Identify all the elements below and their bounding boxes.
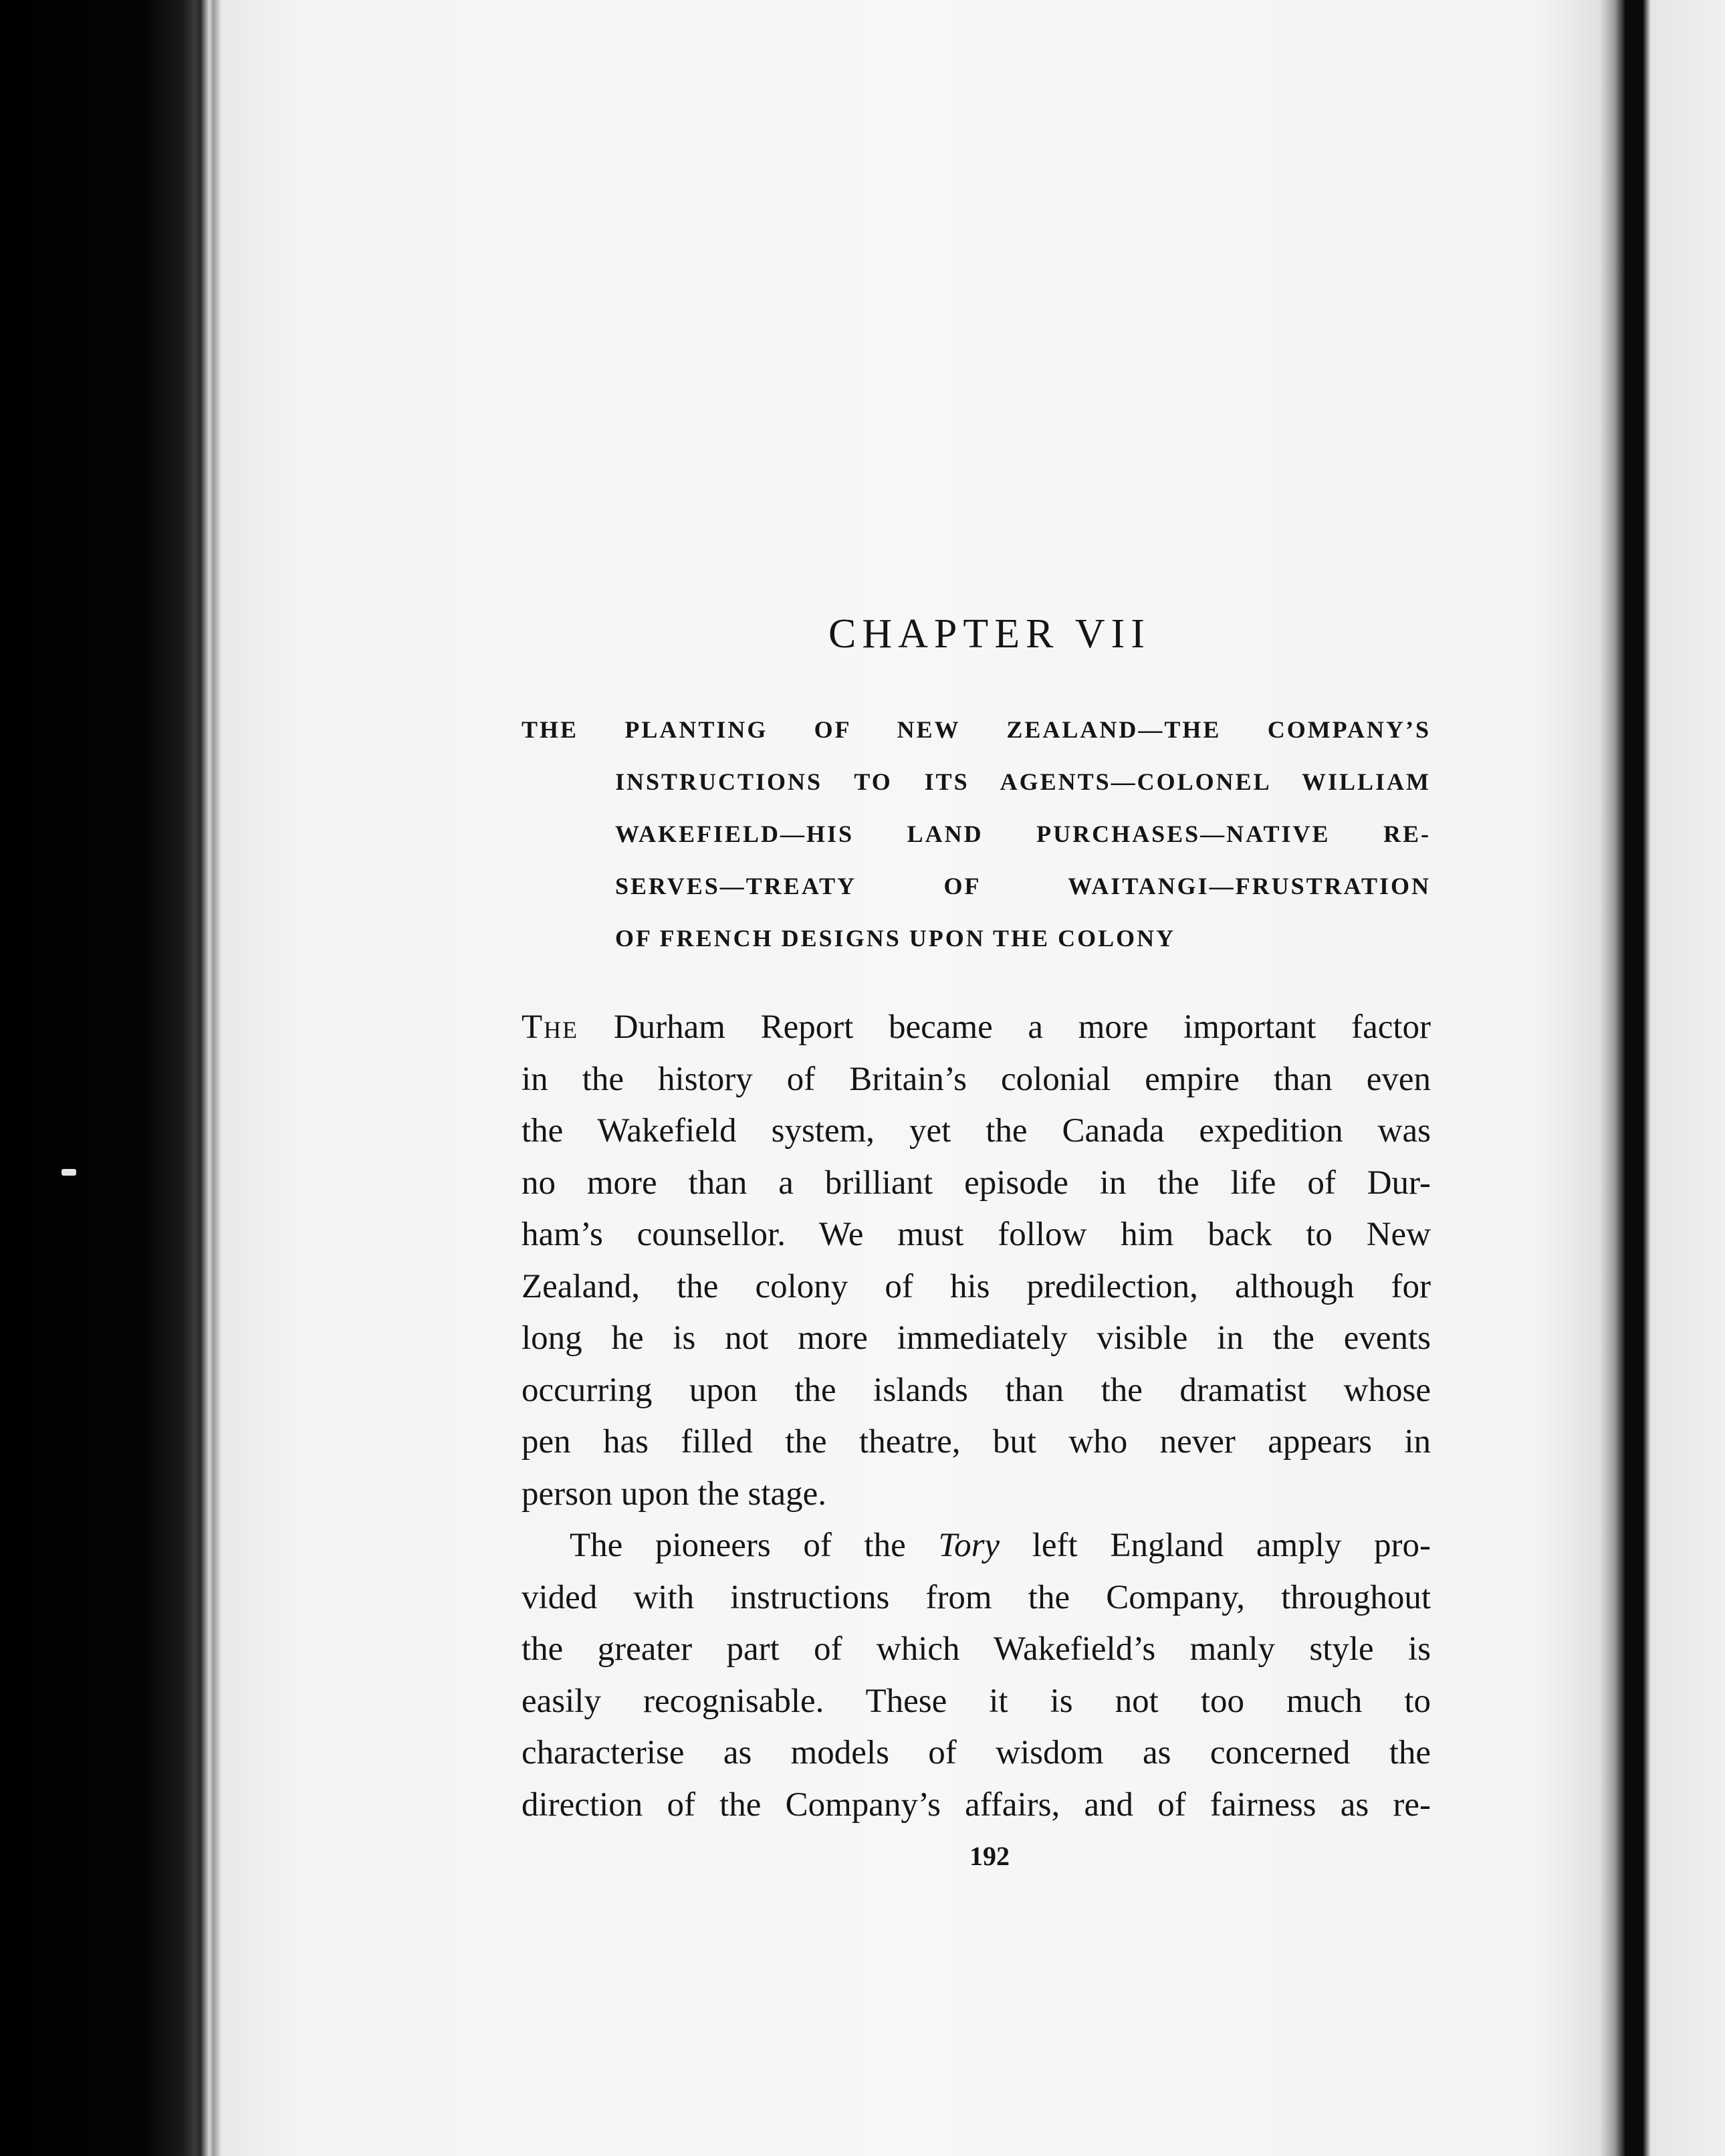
page-number: 192 [969, 1841, 1010, 1871]
chapter-synopsis [522, 704, 1431, 964]
paragraph-1-line: ham’s counsellor. We must follow him back to New [522, 1216, 1431, 1253]
paragraph-1-line: no more than a brilliant episode in the life of Dur- [522, 1164, 1431, 1202]
paragraph-1-line: long he is not more immediately visible in the events [522, 1319, 1431, 1357]
paragraph-1-line: the Wakefield system, yet the Canada expedition was [522, 1112, 1431, 1150]
line-text: Durham Report became a more important factor [578, 1008, 1431, 1046]
line-text: The pioneers of the [570, 1527, 939, 1564]
paragraph-1-line [522, 1002, 1431, 1054]
synopsis-line: SERVES—TREATY OF WAITANGI—FRUSTRATION [615, 873, 1431, 899]
paragraph-2-line: direction of the Company’s affairs, and of fairness as re- [522, 1786, 1431, 1824]
body-text [522, 1002, 1431, 1831]
line-text: left England amply pro- [1000, 1527, 1431, 1564]
ship-name: Tory [938, 1527, 1000, 1564]
adjacent-page [1625, 0, 1725, 2156]
scan-speck [62, 1169, 76, 1176]
paragraph-1-line: occurring upon the islands than the dramatist whose [522, 1371, 1431, 1409]
paragraph-1-line: person upon the stage. [522, 1475, 827, 1513]
paragraph-2-line [522, 1520, 1431, 1572]
paragraph-1-line: Zealand, the colony of his predilection, although for [522, 1267, 1431, 1305]
binding-edge [201, 0, 222, 2156]
synopsis-line: OF FRENCH DESIGNS UPON THE COLONY [615, 925, 1176, 952]
synopsis-line: INSTRUCTIONS TO ITS AGENTS—COLONEL WILLIAM [615, 768, 1431, 795]
book-binding [0, 0, 207, 2156]
paragraph-2-line: characterise as models of wisdom as concerned the [522, 1734, 1431, 1771]
synopsis-line: THE PLANTING OF NEW ZEALAND—THE COMPANY’S [522, 716, 1431, 743]
page-edge [1599, 0, 1625, 2156]
paragraph-2-line: easily recognisable. These it is not too much to [522, 1682, 1431, 1720]
show-through-text [522, 241, 1284, 621]
drop-word: The [522, 1008, 579, 1046]
synopsis-line: WAKEFIELD—HIS LAND PURCHASES—NATIVE RE- [615, 821, 1431, 847]
paragraph-1-line: pen has filled the theatre, but who never appears in [522, 1423, 1431, 1461]
chapter-title: CHAPTER VII [828, 611, 1151, 657]
paragraph-1-line: in the history of Britain’s colonial empire than even [522, 1060, 1431, 1098]
paragraph-2-line: the greater part of which Wakefield’s manly style is [522, 1630, 1431, 1668]
paragraph-2-line: vided with instructions from the Company, throughout [522, 1578, 1431, 1616]
